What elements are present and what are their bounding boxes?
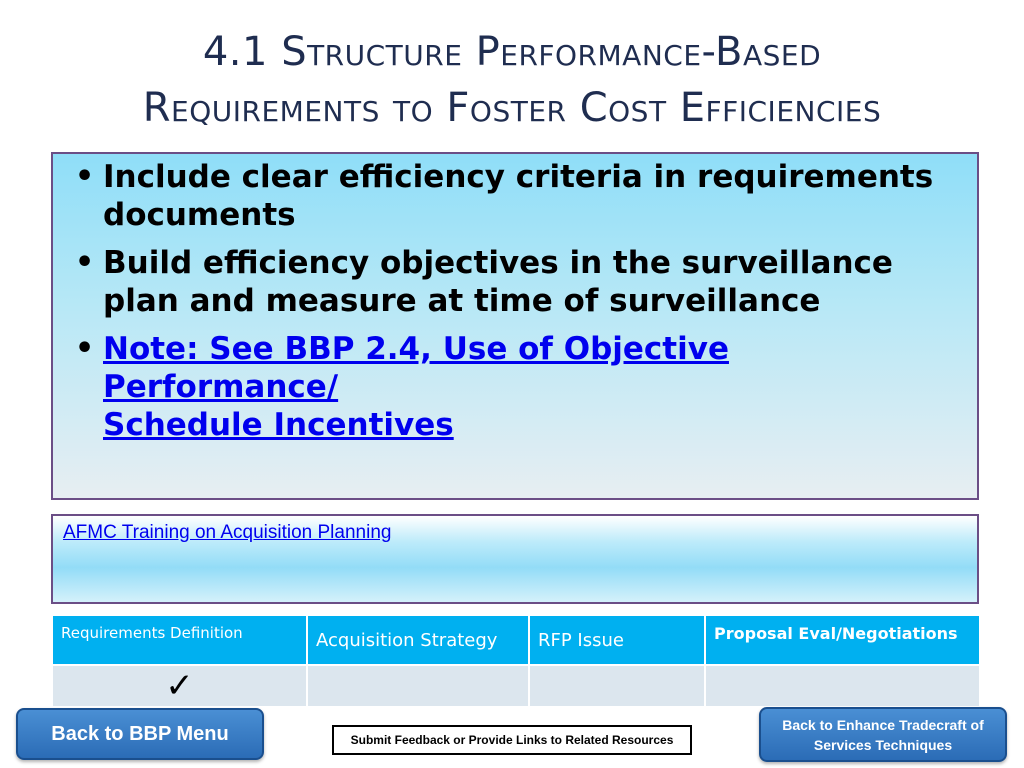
title-line-2: Requirements to Foster Cost Efficiencies xyxy=(142,85,882,131)
phase-mark-row xyxy=(52,665,980,707)
resources-box xyxy=(51,514,979,604)
bullet-item xyxy=(53,158,947,234)
back-to-enhance-tradecraft-button[interactable] xyxy=(759,707,1007,762)
page-title xyxy=(40,24,984,136)
checkmark-icon: ✓ xyxy=(52,665,307,707)
phase-cell xyxy=(705,665,980,707)
bullet-item xyxy=(53,330,947,444)
bullet-text: Build efficiency objectives in the surveillance plan and measure at time of surveillance xyxy=(103,245,893,319)
bullet-text: Include clear efficiency criteria in requirements documents xyxy=(103,159,934,233)
title-line-1: 4.1 Structure Performance-Based xyxy=(202,29,822,75)
phase-header-rfp: RFP Issue xyxy=(529,615,705,665)
back-to-bbp-menu-button[interactable]: Back to BBP Menu xyxy=(16,708,264,760)
phase-cell xyxy=(307,665,529,707)
bullet-dot-icon: • xyxy=(75,159,95,194)
phase-header-row xyxy=(52,615,980,665)
bbp-link-line-2[interactable]: Schedule Incentives xyxy=(103,407,454,443)
submit-feedback-button[interactable]: Submit Feedback or Provide Links to Related Resources xyxy=(332,725,692,755)
enhance-button-line-2[interactable]: Services Techniques xyxy=(813,737,953,753)
phase-header-requirements: Requirements Definition xyxy=(52,615,307,665)
phase-header-proposal: Proposal Eval/Negotiations xyxy=(705,615,980,665)
bbp-link-line-1[interactable]: Note: See BBP 2.4, Use of Objective Performance/ xyxy=(103,331,729,405)
bullet-dot-icon: • xyxy=(75,245,95,280)
bullet-list xyxy=(53,154,977,444)
bullet-item xyxy=(53,244,947,320)
phase-table xyxy=(51,614,981,708)
afmc-training-link[interactable]: AFMC Training on Acquisition Planning xyxy=(63,522,392,543)
enhance-button-line-1[interactable]: Back to Enhance Tradecraft of xyxy=(782,717,984,733)
bullet-dot-icon: • xyxy=(75,331,95,366)
content-box xyxy=(51,152,979,500)
phase-header-acquisition: Acquisition Strategy xyxy=(307,615,529,665)
phase-cell xyxy=(529,665,705,707)
bbp-2-4-link[interactable] xyxy=(103,330,947,444)
